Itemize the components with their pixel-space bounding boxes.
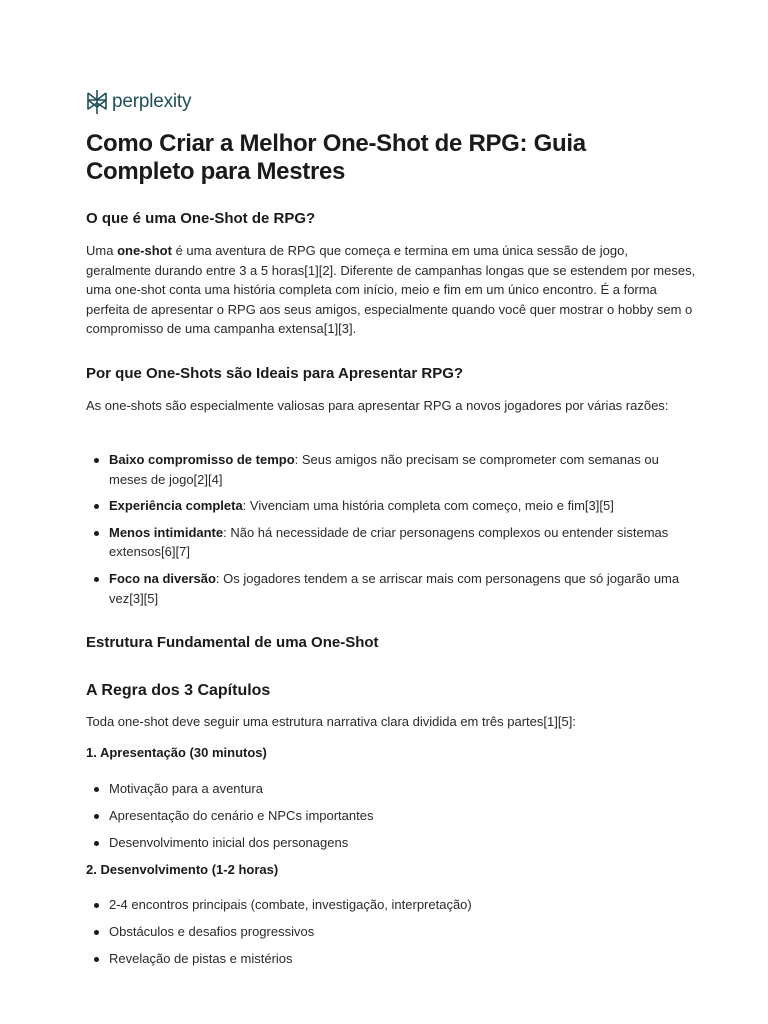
page-title: Como Criar a Melhor One-Shot de RPG: Guia Completo para Mestres [86,130,586,185]
list-item: Experiência completa: Vivenciam uma história completa com começo, meio e fim[3][5] [86,496,686,516]
subheading-presentation: 1. Apresentação (30 minutos) [86,745,267,760]
brand-name: perplexity [112,91,192,112]
para-rest: é uma aventura de RPG que começa e termina em uma única sessão de jogo, geralmente durando entre 3 a 5 horas[1][2]. Diferente de campanhas longas que se estendem por meses, uma one-shot conta uma história completa com início, meio e fim em um único encontro. É a forma perfeita de apresentar o RPG aos seus amigos, especialmente quando você quer mostrar o hobby sem o compromisso de uma campanha extensa[1][3]. [86,243,696,337]
para-prefix: Uma [86,243,118,258]
list-item: Foco na diversão: Os jogadores tendem a se arriscar mais com personagens que só jogarão uma vez[3][5] [86,569,686,608]
section-heading-why: Por que One-Shots são Ideais para Apresentar RPG? [86,365,464,382]
list-item: Revelação de pistas e mistérios [86,949,686,976]
list-item: 2-4 encontros principais (combate, investigação, interpretação) [86,895,686,922]
list-item: Motivação para a aventura [86,779,686,806]
section-intro-three-chapters: Toda one-shot deve seguir uma estrutura narrativa clara dividida em três partes[1][5]: [86,714,576,729]
section-heading-structure: Estrutura Fundamental de uma One-Shot [86,634,379,651]
section-heading-three-chapters: A Regra dos 3 Capítulos [86,682,271,699]
perplexity-logo-icon [86,89,108,115]
development-list [86,895,686,976]
brand-logo [86,88,191,116]
subheading-development: 2. Desenvolvimento (1-2 horas) [86,862,279,877]
reasons-list [86,450,686,615]
section-intro-why: As one-shots são especialmente valiosas para apresentar RPG a novos jogadores por várias razões: [86,398,669,413]
para-bold-term: one-shot [117,243,172,258]
section-paragraph-what-is [86,241,696,339]
presentation-list [86,779,686,860]
list-item: Obstáculos e desafios progressivos [86,922,686,949]
list-item: Apresentação do cenário e NPCs importantes [86,806,686,833]
list-item: Menos intimidante: Não há necessidade de criar personagens complexos ou entender sistemas extensos[6][7] [86,523,686,562]
list-item: Desenvolvimento inicial dos personagens [86,833,686,860]
section-heading-what-is: O que é uma One-Shot de RPG? [86,210,316,227]
list-item: Baixo compromisso de tempo: Seus amigos não precisam se comprometer com semanas ou meses de jogo[2][4] [86,450,686,489]
